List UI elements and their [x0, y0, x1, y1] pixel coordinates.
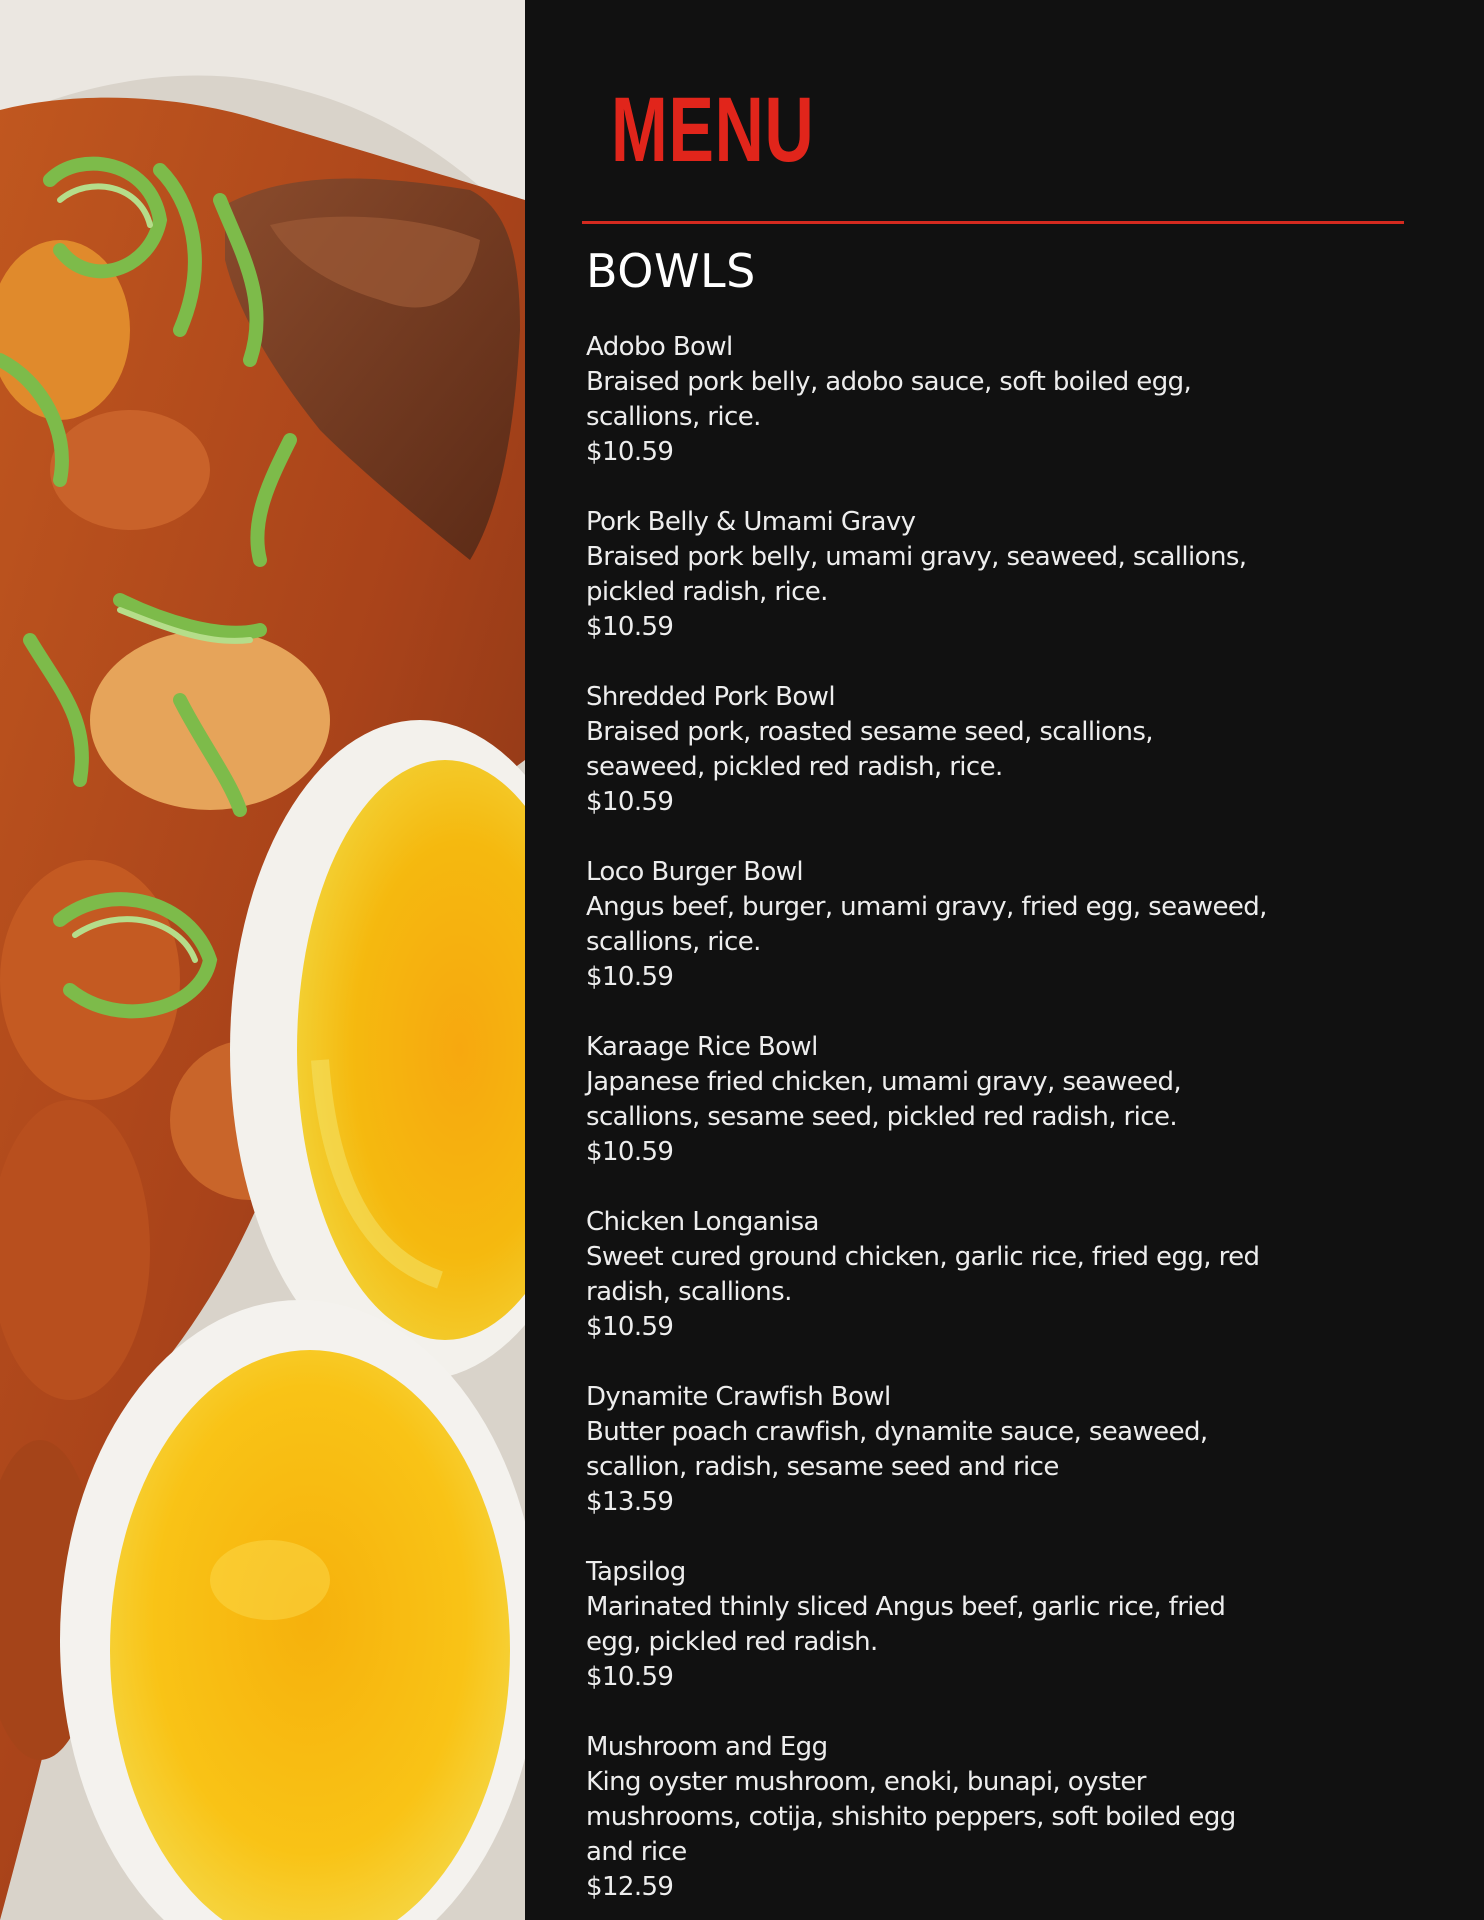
menu-item — [586, 505, 1306, 645]
menu-item — [586, 1730, 1306, 1905]
menu-item — [586, 680, 1306, 820]
menu-title: MENU — [611, 79, 815, 181]
menu-item-description: Marinated thinly sliced Angus beef, garlic rice, fried egg, pickled red radish. — [586, 1592, 1226, 1657]
menu-item-name: Karaage Rice Bowl — [586, 1032, 818, 1062]
menu-item-description: Japanese fried chicken, umami gravy, seaweed, scallions, sesame seed, pickled red radish, rice. — [586, 1067, 1182, 1132]
menu-item-description: Angus beef, burger, umami gravy, fried egg, seaweed, scallions, rice. — [586, 892, 1267, 957]
title-divider — [582, 221, 1404, 224]
menu-item-price: $10.59 — [586, 1137, 674, 1167]
menu-item — [586, 330, 1306, 470]
menu-item-description: Braised pork belly, umami gravy, seaweed, scallions, pickled radish, rice. — [586, 542, 1247, 607]
menu-panel — [525, 0, 1484, 1920]
menu-item-name: Pork Belly & Umami Gravy — [586, 507, 916, 537]
menu-item — [586, 1030, 1306, 1170]
menu-item-price: $10.59 — [586, 1662, 674, 1692]
menu-item-description: Sweet cured ground chicken, garlic rice, fried egg, red radish, scallions. — [586, 1242, 1260, 1307]
menu-item-name: Mushroom and Egg — [586, 1732, 828, 1762]
menu-item-price: $10.59 — [586, 1312, 674, 1342]
menu-item — [586, 1205, 1306, 1345]
menu-item-description: Butter poach crawfish, dynamite sauce, seaweed, scallion, radish, sesame seed and rice — [586, 1417, 1208, 1482]
menu-item-name: Tapsilog — [586, 1557, 686, 1587]
menu-item-price: $10.59 — [586, 437, 674, 467]
menu-item-description: Braised pork belly, adobo sauce, soft boiled egg, scallions, rice. — [586, 367, 1192, 432]
menu-item — [586, 1380, 1306, 1520]
food-photo-illustration — [0, 0, 525, 1920]
menu-item — [586, 1555, 1306, 1695]
menu-item-description: Braised pork, roasted sesame seed, scallions, seaweed, pickled red radish, rice. — [586, 717, 1153, 782]
menu-item-name: Shredded Pork Bowl — [586, 682, 835, 712]
menu-item-price: $13.59 — [586, 1487, 674, 1517]
food-photo — [0, 0, 525, 1920]
menu-item-name: Chicken Longanisa — [586, 1207, 819, 1237]
section-title-bowls: BOWLS — [586, 244, 756, 298]
menu-item-description: King oyster mushroom, enoki, bunapi, oyster mushrooms, cotija, shishito peppers, soft boiled egg and rice — [586, 1767, 1236, 1867]
menu-item — [586, 855, 1306, 995]
menu-item-name: Dynamite Crawfish Bowl — [586, 1382, 891, 1412]
menu-item-price: $10.59 — [586, 612, 674, 642]
menu-item-name: Loco Burger Bowl — [586, 857, 804, 887]
menu-item-name: Adobo Bowl — [586, 332, 733, 362]
menu-item-price: $12.59 — [586, 1872, 674, 1902]
menu-items-list — [586, 330, 1306, 1920]
menu-item-price: $10.59 — [586, 787, 674, 817]
menu-item-price: $10.59 — [586, 962, 674, 992]
